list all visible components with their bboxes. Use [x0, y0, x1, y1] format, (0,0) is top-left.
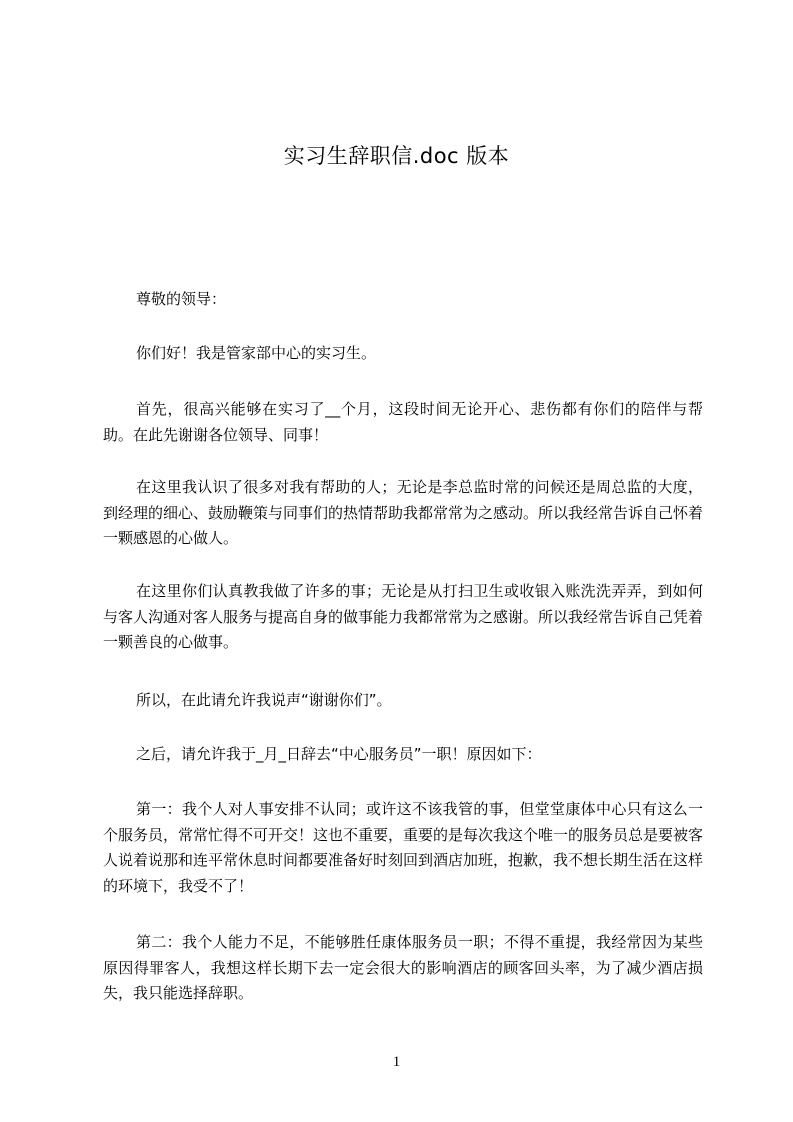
paragraph-reason-two: 第二：我个人能力不足，不能够胜任康体服务员一职；不得不重提，我经常因为某些原因得罪客人，我想这样长期下去一定会很大的影响酒店的顾客回头率，为了减少酒店损失，我只能选择辞职。: [103, 933, 703, 1002]
paragraph-first: 首先，很高兴能够在实习了__个月，这段时间无论开心、悲伤都有你们的陪伴与帮助。在此先谢谢各位领导、同事！: [103, 400, 703, 444]
document-title: 实习生辞职信.doc 版本: [283, 144, 510, 168]
paragraph-greeting: 你们好！我是管家部中心的实习生。: [136, 344, 377, 362]
paragraph-thanks: 所以，在此请允许我说声“谢谢你们”。: [136, 691, 392, 709]
paragraph-reason-one: 第一：我个人对人事安排不认同；或许这不该我管的事，但堂堂康体中心只有这么一个服务员，常常忙得不可开交！这也不重要，重要的是每次我这个唯一的服务员总是要被客人说着说那和连平常休息时间都要准备好时刻回到酒店加班，抱歉，我不想长期生活在这样的环境下，我受不了！: [103, 800, 704, 895]
paragraph-gratitude-work: 在这里你们认真教我做了许多的事；无论是从打扫卫生或收银入账洗洗弄弄，到如何与客人沟通对客人服务与提高自身的做事能力我都常常为之感谢。所以我经常告诉自己凭着一颗善良的心做事。: [103, 582, 704, 651]
paragraph-gratitude-people: 在这里我认识了很多对我有帮助的人；无论是李总监时常的问候还是周总监的大度，到经理的细心、鼓励鞭策与同事们的热情帮助我都常常为之感动。所以我经常告诉自己怀着一颗感恩的心做人。: [103, 478, 704, 547]
paragraph-resignation: 之后，请允许我于_月_日辞去“中心服务员”一职！原因如下：: [136, 745, 542, 763]
salutation: 尊敬的领导：: [136, 290, 227, 308]
page-number: 1: [392, 1054, 401, 1070]
